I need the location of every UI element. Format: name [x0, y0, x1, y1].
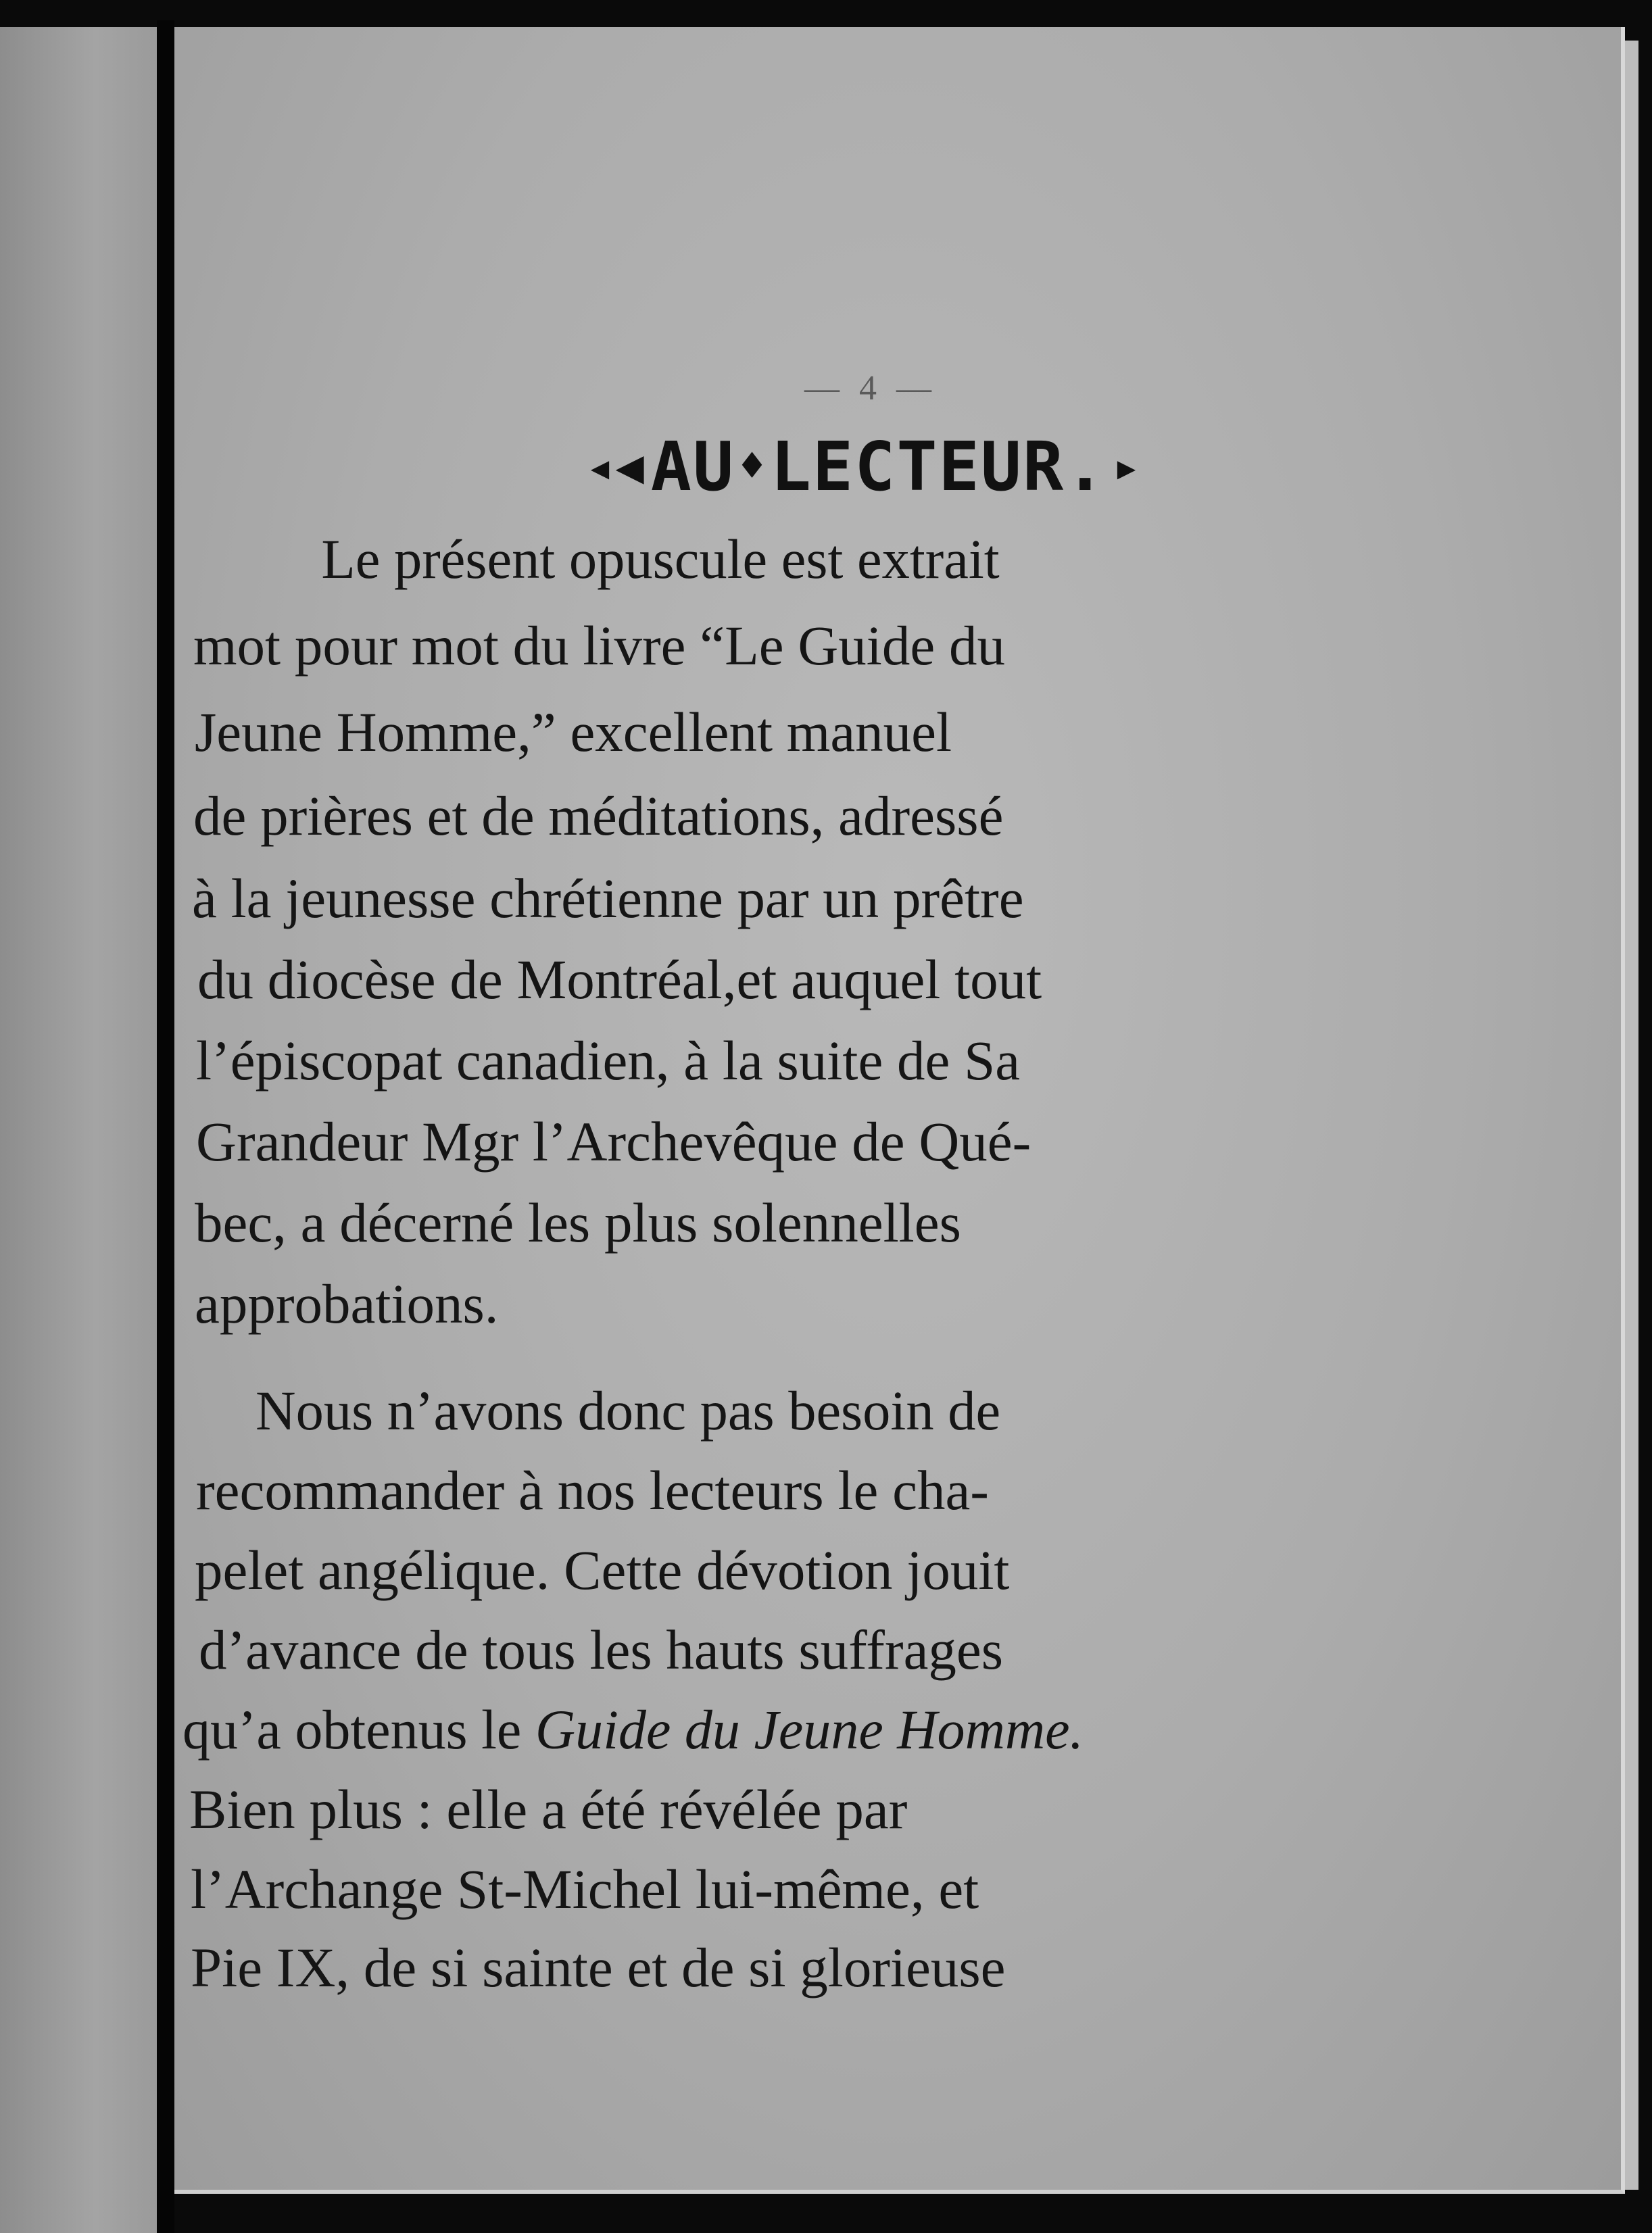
paragraph-1-line-10: approbations. — [195, 1273, 499, 1335]
paragraph-1-line-8: Grandeur Mgr l’Archevêque de Qué- — [196, 1110, 1031, 1173]
paragraph-2-line-6: Bien plus : elle a été révélée par — [189, 1778, 908, 1840]
binding-gutter — [157, 20, 174, 2233]
paragraph-2-line-3: pelet angélique. Cette dévotion jouit — [195, 1539, 1010, 1601]
heading-left-ornament: ◂◀ — [585, 439, 646, 494]
book-title-italic: Guide du Jeune Homme. — [535, 1698, 1084, 1761]
paragraph-2-line-8: Pie IX, de si sainte et de si glorieuse — [191, 1936, 1006, 1998]
paragraph-2-line-7: l’Archange St-Michel lui-même, et — [191, 1858, 979, 1920]
book-page — [174, 27, 1625, 2194]
heading-word-au: AU — [650, 426, 735, 506]
paragraph-1-line-7: l’épiscopat canadien, à la suite de Sa — [196, 1029, 1021, 1091]
heading-right-ornament: ▸ — [1112, 439, 1142, 494]
paragraph-2-line-2: recommander à nos lecteurs le cha- — [196, 1459, 989, 1521]
text-line: Le présent opuscule est extrait — [321, 528, 1000, 590]
facing-page-edge — [0, 27, 159, 2233]
paragraph-1-line-1 — [254, 520, 1363, 597]
paragraph-2-line-5 — [183, 1691, 1359, 1768]
paragraph-1-line-2: mot pour mot du livre “Le Guide du — [193, 614, 1005, 677]
page-number: — 4 — — [804, 369, 937, 408]
paragraph-1-line-6: du diocèse de Montréal,et auquel tout — [197, 948, 1042, 1010]
heading-diamond-separator: ♦ — [739, 441, 767, 491]
paragraph-2-line-1: Nous n’avons donc pas besoin de — [256, 1379, 1001, 1442]
text-line: qu’a obtenus le — [183, 1698, 522, 1761]
paragraph-1-line-5: à la jeunesse chrétienne par un prêtre — [192, 867, 1024, 929]
page-edge-deckle — [1625, 41, 1638, 2190]
paragraph-1-line-9: bec, a décerné les plus solennelles — [195, 1192, 961, 1254]
heading-word-lecteur: LECTEUR. — [770, 426, 1107, 506]
paragraph-1-line-3: Jeune Homme,” excellent manuel — [195, 701, 952, 763]
section-heading — [431, 426, 1296, 507]
paragraph-2-line-4: d’avance de tous les hauts suffrages — [199, 1619, 1004, 1681]
paragraph-1-line-4: de prières et de méditations, adressé — [193, 785, 1004, 847]
